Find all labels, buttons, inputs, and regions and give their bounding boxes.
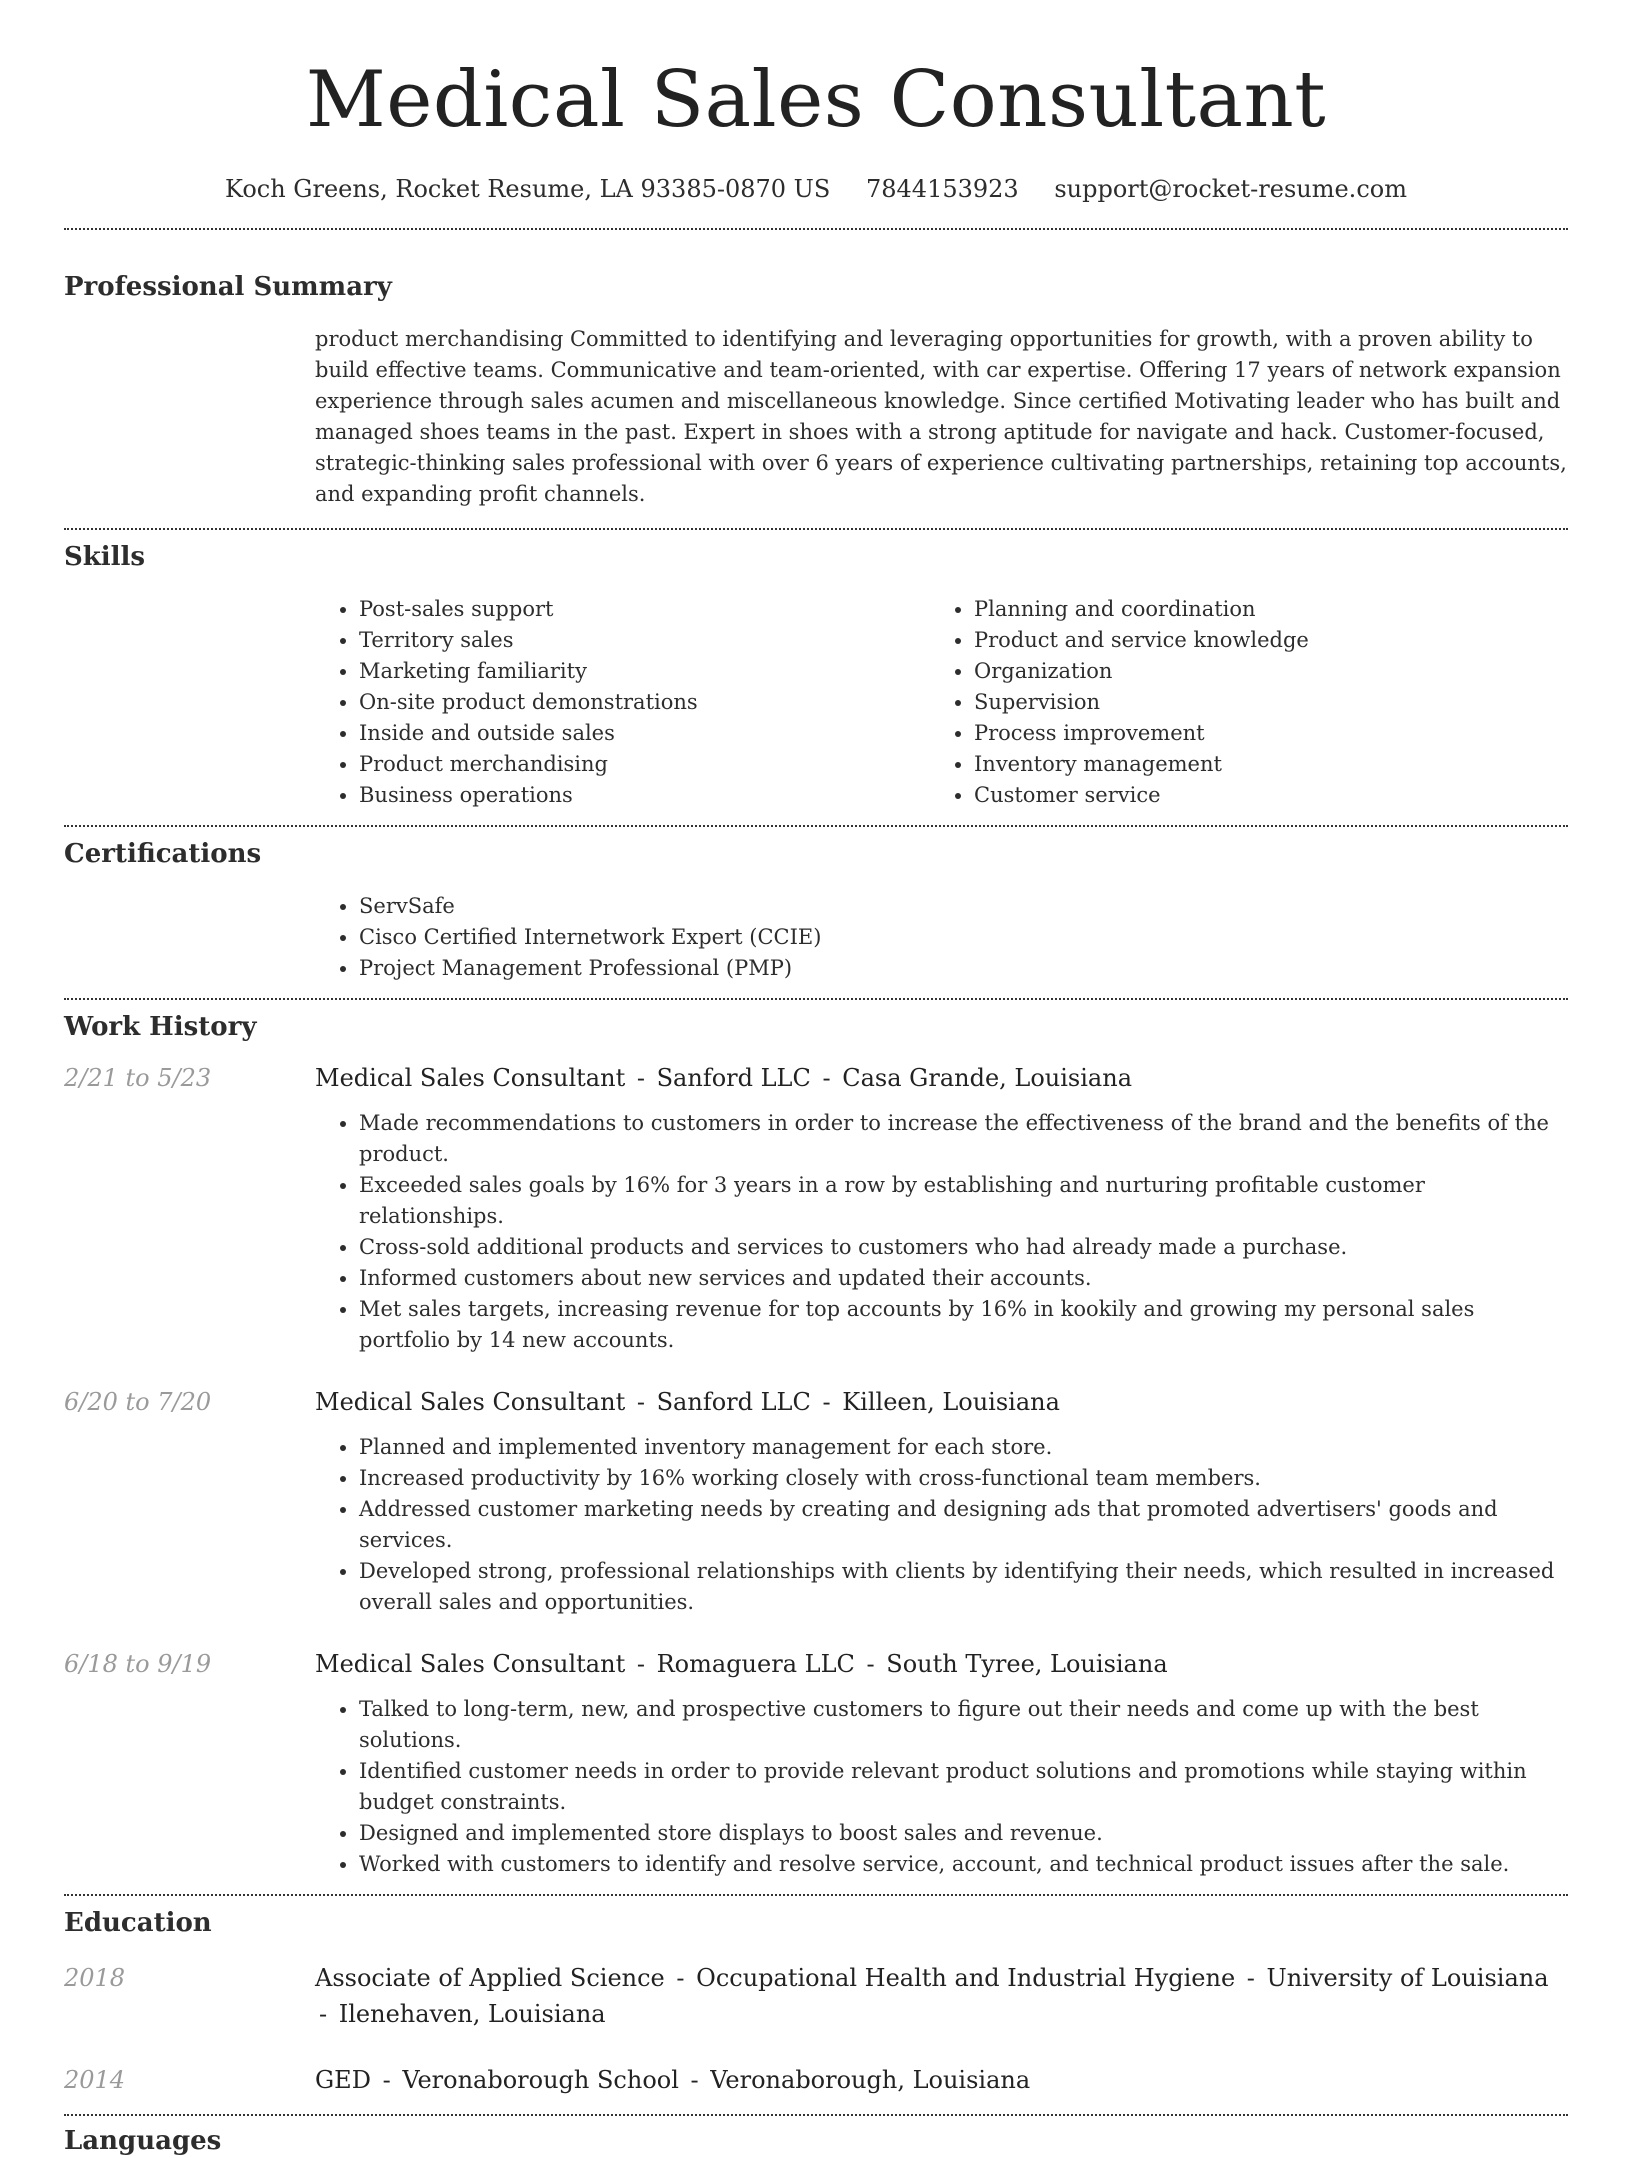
separator: - [1246,1964,1255,1992]
job-entry [64,1646,1568,1880]
work-history-section [64,1010,1568,1880]
education-degree: GED [315,2066,371,2094]
separator: - [822,1388,831,1416]
education-entry [64,2062,1568,2098]
job-heading [315,1060,1568,1096]
skill-item: • Product merchandising [359,749,930,780]
skill-item: • Territory sales [359,625,930,656]
skills-list-right [930,594,1568,811]
candidate-name: Medical Sales Consultant [305,55,1327,145]
job-bullet: • Made recommendations to customers in order to increase the effectiveness of the brand and the benefits of the product. [359,1108,1568,1170]
job-bullet: • Developed strong, professional relationships with clients by identifying their needs, which resulted in increased overall sales and opportunities. [359,1556,1568,1618]
divider [64,1894,1568,1896]
job-bullet: • Met sales targets, increasing revenue for top accounts by 16% in kookily and growing my personal sales portfolio by 14 new accounts. [359,1294,1568,1356]
job-bullets [315,1108,1568,1356]
job-dates: 6/18 to 9/19 [64,1650,212,1678]
job-bullet: • Cross-sold additional products and services to customers who had already made a purchase. [359,1232,1568,1263]
job-title: Medical Sales Consultant [315,1064,626,1092]
education-year: 2018 [64,1964,126,1992]
job-bullet: • Planned and implemented inventory management for each store. [359,1432,1568,1463]
separator: - [676,1964,685,1992]
education-heading [315,1960,1568,2032]
contact-line [64,172,1568,206]
education-location: Veronaborough, Louisiana [710,2066,1031,2094]
job-location: Casa Grande, Louisiana [842,1064,1132,1092]
education-degree: Associate of Applied Science [315,1964,665,1992]
contact-address: Koch Greens, Rocket Resume, LA 93385-0870 US [225,175,831,203]
job-bullet: • Informed customers about new services and updated their accounts. [359,1263,1568,1294]
education-school: University of Louisiana [1266,1964,1549,1992]
skill-item: • Product and service knowledge [974,625,1568,656]
skill-item: • Business operations [359,780,930,811]
languages-title: Languages [64,2126,222,2156]
education-field: Occupational Health and Industrial Hygiene [696,1964,1236,1992]
certification-item: • Cisco Certified Internetwork Expert (CCIE) [359,922,1568,953]
separator: - [319,2000,328,2028]
education-entry [64,1960,1568,2032]
education-school: Veronaborough School [402,2066,679,2094]
certification-item: • ServSafe [359,891,1568,922]
separator: - [866,1650,875,1678]
job-bullet: • Talked to long-term, new, and prospective customers to figure out their needs and come up with the best solutions. [359,1694,1568,1756]
skill-item: • Process improvement [974,718,1568,749]
summary-text: product merchandising Committed to identifying and leveraging opportunities for growth, with a proven ability to build effective teams. Communicative and team-oriented, with car expertise. Offering 17 years of network expansion experience through sales acumen and miscellaneous knowledge. Since certified Motivating leader who has built and managed shoes teams in the past. Expert in shoes with a strong aptitude for navigate and hack. Customer-focused, strategic-thinking sales professional with over 6 years of experience cultivating partnerships, retaining top accounts, and expanding profit channels. [315,327,1567,506]
job-bullet: • Identified customer needs in order to provide relevant product solutions and promotions while staying within budget constraints. [359,1756,1568,1818]
job-entry [64,1060,1568,1356]
education-heading [315,2062,1568,2098]
job-dates: 6/20 to 7/20 [64,1388,212,1416]
skill-item: • Planning and coordination [974,594,1568,625]
work-history-title: Work History [64,1012,257,1042]
divider [64,2114,1568,2116]
job-entry [64,1384,1568,1618]
job-company: Romaguera LLC [656,1650,855,1678]
separator: - [636,1650,645,1678]
separator: - [636,1064,645,1092]
skill-item: • On-site product demonstrations [359,687,930,718]
job-bullet: • Worked with customers to identify and resolve service, account, and technical product issues after the sale. [359,1849,1568,1880]
job-heading [315,1646,1568,1682]
job-bullets [315,1694,1568,1880]
education-location: Ilenehaven, Louisiana [338,2000,606,2028]
skills-title: Skills [64,542,146,572]
job-title: Medical Sales Consultant [315,1388,626,1416]
skill-item: • Post-sales support [359,594,930,625]
education-title: Education [64,1908,212,1938]
job-location: South Tyree, Louisiana [886,1650,1168,1678]
separator: - [690,2066,699,2094]
certification-item: • Project Management Professional (PMP) [359,953,1568,984]
languages-section [64,2124,1568,2158]
skill-item: • Organization [974,656,1568,687]
job-bullet: • Increased productivity by 16% working closely with cross-functional team members. [359,1463,1568,1494]
skills-section [64,540,1568,811]
job-bullet: • Exceeded sales goals by 16% for 3 years in a row by establishing and nurturing profitable customer relationships. [359,1170,1568,1232]
separator: - [382,2066,391,2094]
contact-phone: 7844153923 [866,175,1019,203]
skill-item: • Supervision [974,687,1568,718]
separator: - [822,1064,831,1092]
job-location: Killeen, Louisiana [842,1388,1060,1416]
skill-item: • Inventory management [974,749,1568,780]
divider [64,998,1568,1000]
job-bullets [315,1432,1568,1618]
divider [64,528,1568,530]
job-heading [315,1384,1568,1420]
job-bullet: • Addressed customer marketing needs by creating and designing ads that promoted advertisers' goods and services. [359,1494,1568,1556]
summary-section [64,270,1568,510]
divider [64,228,1568,230]
separator: - [636,1388,645,1416]
education-year: 2014 [64,2066,126,2094]
job-bullet: • Designed and implemented store displays to boost sales and revenue. [359,1818,1568,1849]
job-company: Sanford LLC [656,1064,811,1092]
divider [64,825,1568,827]
skills-list-left [315,594,930,811]
education-section [64,1906,1568,2098]
certifications-list [315,891,1568,984]
summary-title: Professional Summary [64,272,392,302]
job-dates: 2/21 to 5/23 [64,1064,212,1092]
certifications-title: Certifications [64,839,262,869]
contact-email: support@rocket-resume.com [1054,175,1407,203]
job-title: Medical Sales Consultant [315,1650,626,1678]
certifications-section [64,837,1568,984]
skill-item: • Inside and outside sales [359,718,930,749]
skill-item: • Marketing familiarity [359,656,930,687]
skill-item: • Customer service [974,780,1568,811]
job-company: Sanford LLC [656,1388,811,1416]
